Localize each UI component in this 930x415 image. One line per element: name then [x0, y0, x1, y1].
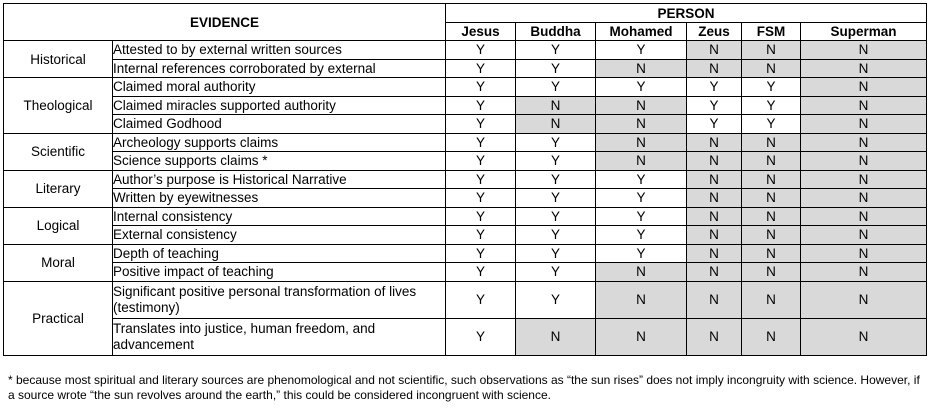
value-cell: Y [446, 263, 516, 282]
value-cell: N [596, 115, 687, 134]
value-cell: Y [446, 152, 516, 171]
value-cell: Y [446, 170, 516, 189]
value-cell: N [687, 226, 742, 245]
criterion-cell: Claimed miracles supported authority [113, 96, 446, 115]
table-row [4, 133, 927, 152]
criterion-cell: Internal consistency [113, 207, 446, 226]
value-cell: N [687, 170, 742, 189]
value-cell: N [742, 133, 801, 152]
value-cell: Y [446, 189, 516, 208]
value-cell: N [687, 207, 742, 226]
value-cell: Y [596, 207, 687, 226]
value-cell: N [687, 41, 742, 60]
value-cell: N [596, 263, 687, 282]
value-cell: Y [446, 207, 516, 226]
value-cell: Y [596, 226, 687, 245]
value-cell: N [742, 281, 801, 318]
value-cell: N [596, 59, 687, 78]
criterion-cell: Archeology supports claims [113, 133, 446, 152]
value-cell: Y [516, 133, 596, 152]
value-cell: Y [446, 59, 516, 78]
value-cell: N [596, 96, 687, 115]
person-header: PERSON [446, 4, 927, 23]
category-label: Moral [4, 244, 113, 281]
table-row [4, 170, 927, 189]
table-row [4, 152, 927, 171]
value-cell: Y [742, 96, 801, 115]
value-cell: N [742, 318, 801, 355]
criterion-cell: Author’s purpose is Historical Narrative [113, 170, 446, 189]
criterion-cell: Translates into justice, human freedom, and advancement [113, 318, 446, 355]
value-cell: Y [516, 189, 596, 208]
value-cell: Y [596, 41, 687, 60]
category-label: Practical [4, 281, 113, 355]
value-cell: N [801, 59, 927, 78]
value-cell: N [801, 207, 927, 226]
category-label: Literary [4, 170, 113, 207]
value-cell: Y [516, 152, 596, 171]
value-cell: N [801, 115, 927, 134]
table-row [4, 41, 927, 60]
criterion-cell: Attested to by external written sources [113, 41, 446, 60]
value-cell: N [801, 281, 927, 318]
value-cell: Y [446, 244, 516, 263]
table-row [4, 189, 927, 208]
value-cell: Y [446, 96, 516, 115]
value-cell: N [687, 152, 742, 171]
value-cell: N [742, 226, 801, 245]
table-row [4, 244, 927, 263]
table-row [4, 59, 927, 78]
value-cell: Y [687, 96, 742, 115]
value-cell: Y [687, 78, 742, 97]
category-label: Theological [4, 78, 113, 134]
value-cell: Y [516, 281, 596, 318]
category-label: Historical [4, 41, 113, 78]
value-cell: N [801, 226, 927, 245]
value-cell: N [742, 189, 801, 208]
value-cell: N [742, 207, 801, 226]
value-cell: Y [446, 41, 516, 60]
evidence-header: EVIDENCE [4, 4, 446, 41]
table-row [4, 226, 927, 245]
criterion-cell: Claimed moral authority [113, 78, 446, 97]
value-cell: N [742, 170, 801, 189]
value-cell: N [801, 133, 927, 152]
footnote: * because most spiritual and literary sources are phenomological and not scientific, such observations as “the sun rises” does not imply incongruity with science. However, if a source wrote “the sun revolves around the earth,” this could be considered incongruent with science. [8, 373, 920, 402]
value-cell: N [516, 115, 596, 134]
value-cell: N [687, 281, 742, 318]
table-row [4, 78, 927, 97]
table-row [4, 281, 927, 318]
person-zeus: Zeus [687, 23, 742, 41]
value-cell: Y [516, 41, 596, 60]
person-buddha: Buddha [516, 23, 596, 41]
value-cell: Y [596, 170, 687, 189]
value-cell: Y [516, 78, 596, 97]
value-cell: N [687, 244, 742, 263]
value-cell: Y [516, 59, 596, 78]
value-cell: N [801, 96, 927, 115]
value-cell: N [801, 263, 927, 282]
value-cell: Y [516, 244, 596, 263]
value-cell: N [742, 263, 801, 282]
value-cell: Y [742, 78, 801, 97]
value-cell: Y [516, 226, 596, 245]
value-cell: N [687, 133, 742, 152]
value-cell: Y [446, 133, 516, 152]
value-cell: Y [516, 170, 596, 189]
table-row [4, 96, 927, 115]
evidence-table [3, 3, 927, 356]
value-cell: Y [596, 78, 687, 97]
value-cell: N [596, 318, 687, 355]
value-cell: N [596, 133, 687, 152]
criterion-cell: Science supports claims * [113, 152, 446, 171]
value-cell: N [801, 41, 927, 60]
table-row [4, 207, 927, 226]
value-cell: Y [596, 189, 687, 208]
value-cell: Y [446, 78, 516, 97]
value-cell: N [742, 244, 801, 263]
value-cell: Y [446, 318, 516, 355]
person-superman: Superman [801, 23, 927, 41]
table-row [4, 263, 927, 282]
criterion-cell: Claimed Godhood [113, 115, 446, 134]
category-label: Logical [4, 207, 113, 244]
table-row [4, 115, 927, 134]
value-cell: N [687, 263, 742, 282]
evidence-table-body [4, 41, 927, 356]
value-cell: N [801, 170, 927, 189]
value-cell: Y [742, 115, 801, 134]
value-cell: N [516, 96, 596, 115]
criterion-cell: Significant positive personal transformation of lives (testimony) [113, 281, 446, 318]
value-cell: N [596, 152, 687, 171]
value-cell: N [742, 152, 801, 171]
value-cell: N [742, 41, 801, 60]
value-cell: N [596, 281, 687, 318]
value-cell: Y [687, 115, 742, 134]
value-cell: N [687, 318, 742, 355]
value-cell: N [801, 189, 927, 208]
person-mohamed: Mohamed [596, 23, 687, 41]
value-cell: Y [446, 226, 516, 245]
value-cell: N [801, 152, 927, 171]
value-cell: N [742, 59, 801, 78]
person-jesus: Jesus [446, 23, 516, 41]
criterion-cell: Depth of teaching [113, 244, 446, 263]
value-cell: N [801, 318, 927, 355]
criterion-cell: External consistency [113, 226, 446, 245]
criterion-cell: Internal references corroborated by external [113, 59, 446, 78]
value-cell: N [801, 78, 927, 97]
value-cell: N [687, 189, 742, 208]
value-cell: N [687, 59, 742, 78]
value-cell: Y [596, 244, 687, 263]
value-cell: N [516, 318, 596, 355]
criterion-cell: Positive impact of teaching [113, 263, 446, 282]
table-row [4, 318, 927, 355]
criterion-cell: Written by eyewitnesses [113, 189, 446, 208]
value-cell: Y [516, 207, 596, 226]
value-cell: Y [516, 263, 596, 282]
person-fsm: FSM [742, 23, 801, 41]
value-cell: Y [446, 115, 516, 134]
category-label: Scientific [4, 133, 113, 170]
value-cell: N [801, 244, 927, 263]
value-cell: Y [446, 281, 516, 318]
